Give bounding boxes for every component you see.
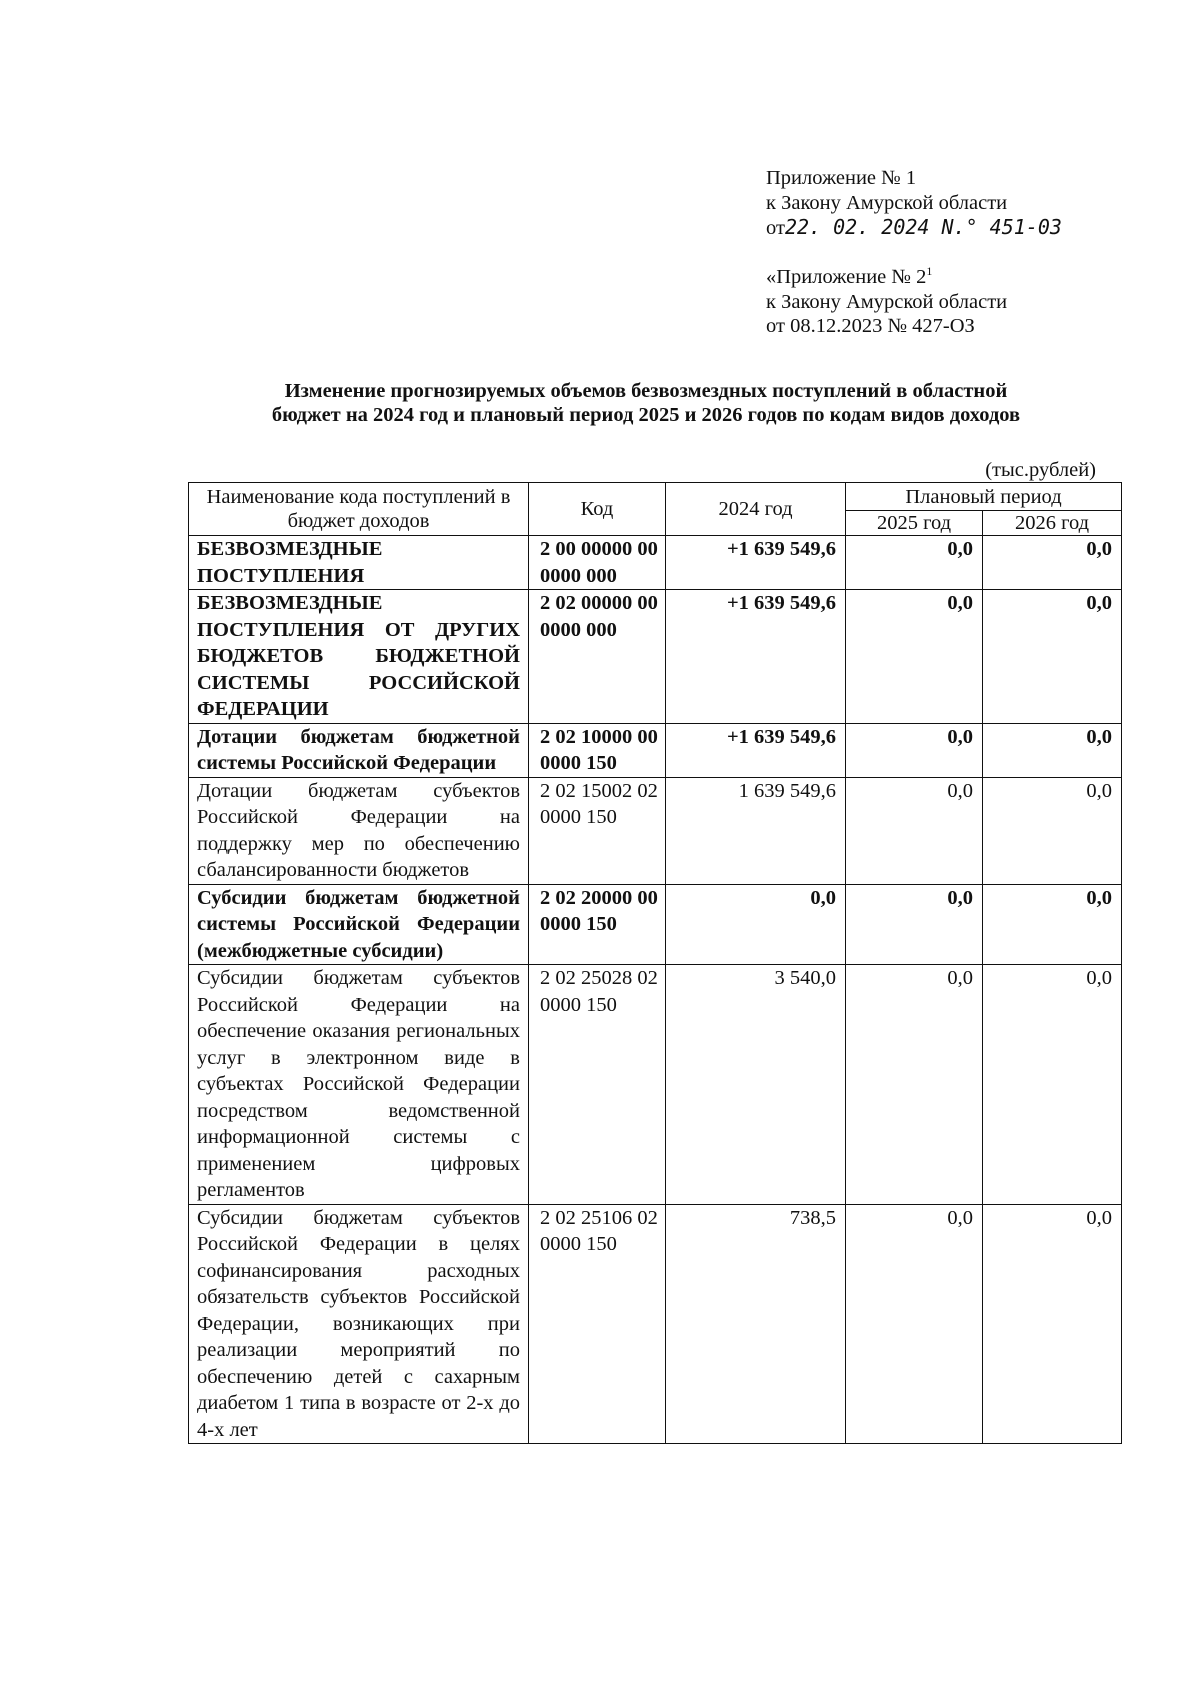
row-2026: 0,0 [983, 723, 1122, 777]
row-2026: 0,0 [983, 536, 1122, 590]
row-2024: +1 639 549,6 [666, 723, 846, 777]
handwritten-date-number: 22. 02. 2024 N.° 451-03 [784, 215, 1062, 239]
appendix-1-title: Приложение № 1 [766, 167, 917, 189]
table-row [189, 777, 1122, 884]
row-2026: 0,0 [983, 965, 1122, 1205]
appendix-2-superscript: 1 [926, 264, 933, 279]
table-row [189, 590, 1122, 724]
row-2025: 0,0 [846, 884, 983, 965]
row-name: Дотации бюджетам субъектов Российской Федерации на поддержку мер по обеспечению сбалансированности бюджетов [189, 777, 529, 884]
row-code: 2 02 25028 02 0000 150 [529, 965, 666, 1205]
header-code: Код [529, 483, 666, 536]
table-row [189, 965, 1122, 1205]
row-2025: 0,0 [846, 536, 983, 590]
document-title [180, 379, 1112, 427]
appendix-2-title-text: «Приложение № 2 [766, 266, 927, 288]
row-2026: 0,0 [983, 884, 1122, 965]
row-2026: 0,0 [983, 1204, 1122, 1444]
row-code: 2 02 25106 02 0000 150 [529, 1204, 666, 1444]
appendix-2-law: к Закону Амурской области [766, 290, 1008, 313]
row-2024: +1 639 549,6 [666, 590, 846, 724]
appendix-2-date: от 08.12.2023 № 427-ОЗ [766, 315, 975, 337]
row-code: 2 02 00000 00 0000 000 [529, 590, 666, 724]
row-code: 2 00 00000 00 0000 000 [529, 536, 666, 590]
header-2024: 2024 год [666, 483, 846, 536]
row-2026: 0,0 [983, 777, 1122, 884]
revenue-table [188, 482, 1122, 1444]
row-code: 2 02 20000 00 0000 150 [529, 884, 666, 965]
row-name: Дотации бюджетам бюджетной системы Российской Федерации [189, 723, 529, 777]
units-label: (тыс.рублей) [985, 459, 1096, 481]
row-2024: 738,5 [666, 1204, 846, 1444]
row-2026: 0,0 [983, 590, 1122, 724]
row-2025: 0,0 [846, 723, 983, 777]
row-2024: +1 639 549,6 [666, 536, 846, 590]
header-name: Наименование кода поступлений в бюджет доходов [189, 483, 529, 536]
row-code: 2 02 10000 00 0000 150 [529, 723, 666, 777]
row-2024: 0,0 [666, 884, 846, 965]
row-2025: 0,0 [846, 965, 983, 1205]
row-2025: 0,0 [846, 777, 983, 884]
appendix-2-reference [766, 265, 1166, 339]
title-line-2: бюджет на 2024 год и плановый период 2025 и 2026 годов по кодам видов доходов [271, 404, 1021, 426]
row-name: Субсидии бюджетам субъектов Российской Федерации в целях софинансирования расходных обязательств субъектов Российской Федерации, возникающих при реализации мероприятий по обеспечению детей с сахарным диабетом 1 типа в возрасте от 2-х до 4-х лет [189, 1204, 529, 1444]
appendix-2-title [766, 265, 1166, 290]
header-planned-period: Плановый период [846, 483, 1122, 511]
appendix-1-law: к Закону Амурской области [766, 191, 1008, 214]
row-code: 2 02 15002 02 0000 150 [529, 777, 666, 884]
table-row [189, 1204, 1122, 1444]
row-2024: 3 540,0 [666, 965, 846, 1205]
table-row [189, 884, 1122, 965]
appendix-1-reference [766, 166, 1166, 241]
row-2025: 0,0 [846, 590, 983, 724]
table-row [189, 536, 1122, 590]
row-name: БЕЗВОЗМЕЗДНЫЕ ПОСТУПЛЕНИЯ ОТ ДРУГИХ БЮДЖЕТОВ БЮДЖЕТНОЙ СИСТЕМЫ РОССИЙСКОЙ ФЕДЕРАЦИИ [189, 590, 529, 724]
date-prefix: от [766, 217, 785, 239]
row-name: Субсидии бюджетам бюджетной системы Российской Федерации (межбюджетные субсидии) [189, 884, 529, 965]
row-2024: 1 639 549,6 [666, 777, 846, 884]
header-2026: 2026 год [983, 511, 1122, 536]
row-2025: 0,0 [846, 1204, 983, 1444]
row-name: БЕЗВОЗМЕЗДНЫЕ ПОСТУПЛЕНИЯ [189, 536, 529, 590]
header-2025: 2025 год [846, 511, 983, 536]
row-name: Субсидии бюджетам субъектов Российской Федерации на обеспечение оказания региональных услуг в электронном виде в субъектах Российской Федерации посредством ведомственной информационной системы с применением цифровых регламентов [189, 965, 529, 1205]
table-row [189, 723, 1122, 777]
appendix-1-date [766, 215, 1166, 241]
title-line-1: Изменение прогнозируемых объемов безвозмездных поступлений в областной [284, 380, 1008, 402]
